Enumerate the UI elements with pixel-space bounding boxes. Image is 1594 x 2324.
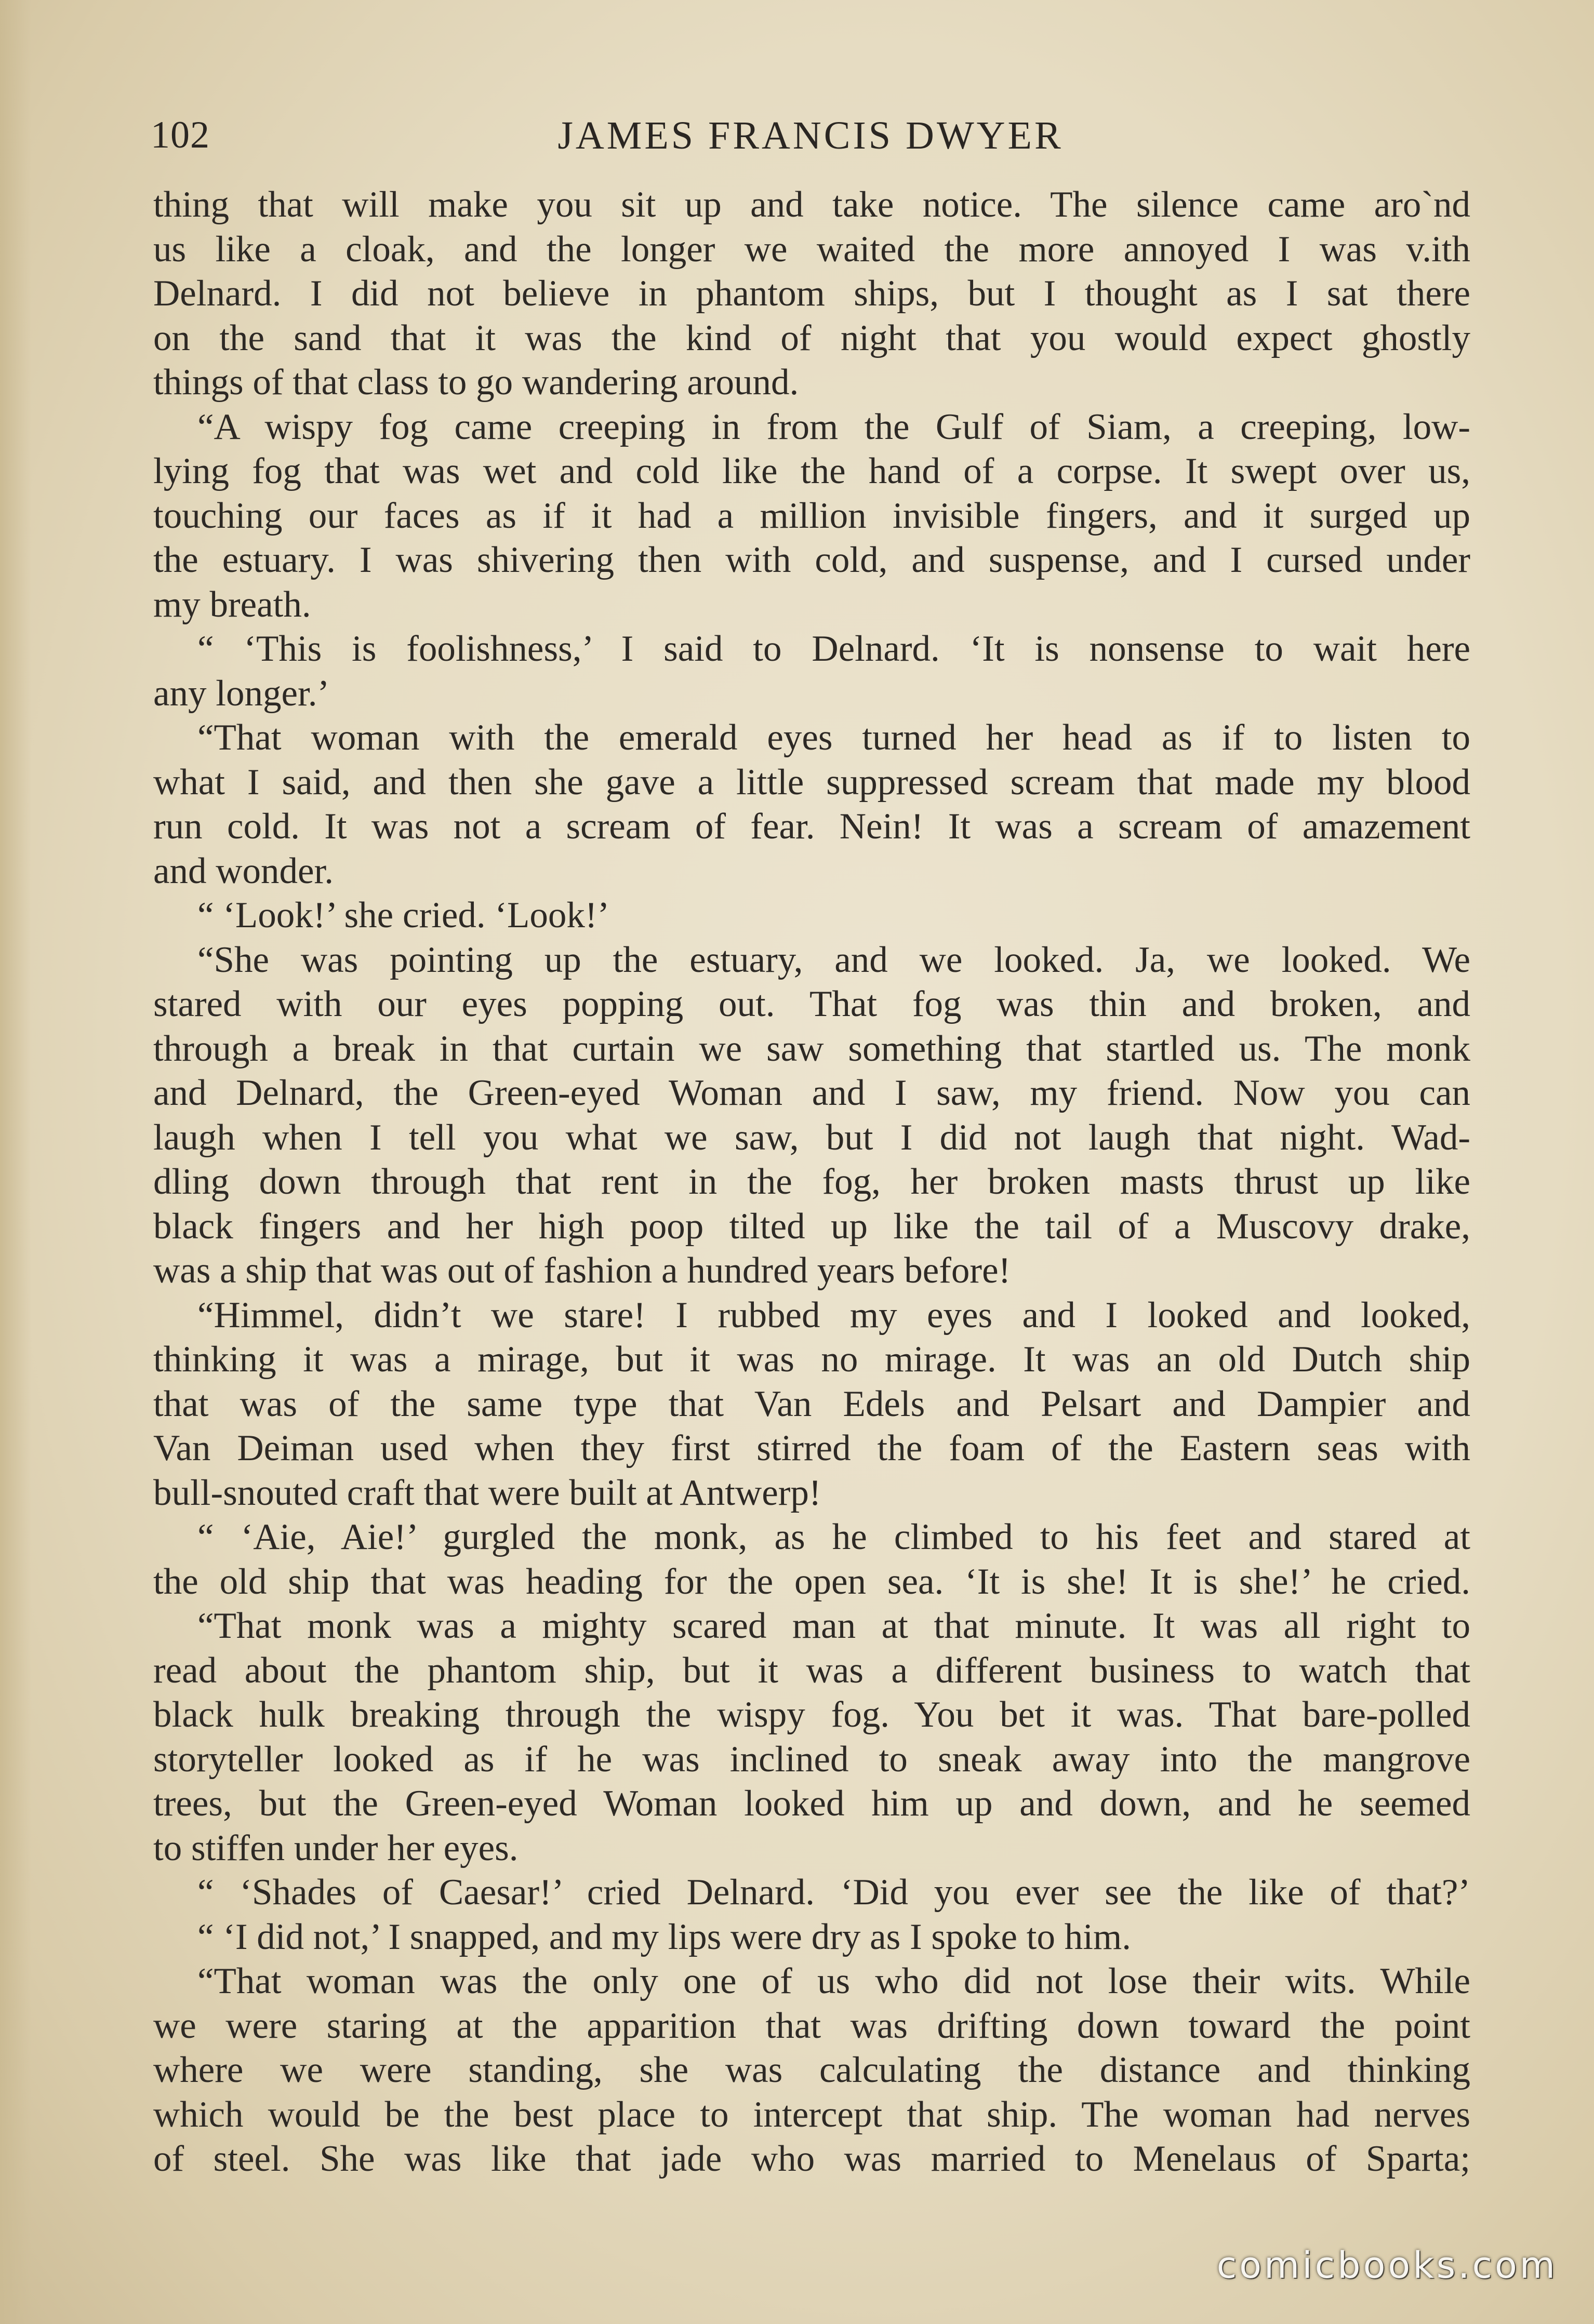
text-line: “She was pointing up the estuary, and we looked. Ja, we looked. We: [197, 939, 1470, 980]
text-line: touching our faces as if it had a million invisible fingers, and it surged up: [153, 495, 1470, 536]
text-line: Van Deiman used when they first stirred the foam of the Eastern seas with: [153, 1428, 1470, 1468]
text-line: thinking it was a mirage, but it was no mirage. It was an old Dutch ship: [153, 1339, 1470, 1380]
text-line: black fingers and her high poop tilted up like the tail of a Muscovy drake,: [153, 1206, 1470, 1247]
text-line: the estuary. I was shivering then with cold, and suspense, and I cursed under: [153, 540, 1470, 580]
text-line: “ ‘Look!’ she cried. ‘Look!’: [197, 895, 610, 936]
text-line: black hulk breaking through the wispy fog. You bet it was. That bare-polled: [153, 1694, 1470, 1735]
text-line: we were staring at the apparition that was drifting down toward the point: [153, 2005, 1470, 2046]
text-line: the old ship that was heading for the open sea. ‘It is she! It is she!’ he cried.: [153, 1561, 1470, 1602]
text-line: “That woman was the only one of us who did not lose their wits. While: [197, 1961, 1470, 2001]
text-line: “A wispy fog came creeping in from the Gulf of Siam, a creeping, low-: [197, 406, 1470, 447]
text-line: trees, but the Green-eyed Woman looked him up and down, and he seemed: [153, 1783, 1470, 1824]
text-line: and wonder.: [153, 850, 334, 891]
running-head: JAMES FRANCIS DWYER: [557, 114, 1064, 157]
text-line: “Himmel, didn’t we stare! I rubbed my eyes and I looked and looked,: [197, 1294, 1470, 1335]
text-line: “ ‘I did not,’ I snapped, and my lips were dry as I spoke to him.: [197, 1916, 1131, 1957]
text-line: stared with our eyes popping out. That fog was thin and broken, and: [153, 984, 1470, 1024]
text-line: “ ‘Aie, Aie!’ gurgled the monk, as he climbed to his feet and stared at: [197, 1517, 1470, 1557]
text-line: things of that class to go wandering around.: [153, 362, 799, 403]
text-line: what I said, and then she gave a little suppressed scream that made my blood: [153, 762, 1470, 803]
text-line: dling down through that rent in the fog, her broken masts thrust up like: [153, 1161, 1470, 1202]
text-line: where we were standing, she was calculating the distance and thinking: [153, 2050, 1470, 2090]
body-text: [153, 183, 1470, 2182]
page-header: [151, 113, 1470, 170]
text-line: “ ‘Shades of Caesar!’ cried Delnard. ‘Did you ever see the like of that?’: [197, 1872, 1470, 1913]
text-line: my breath.: [153, 584, 311, 625]
text-line: lying fog that was wet and cold like the hand of a corpse. It swept over us,: [153, 451, 1470, 491]
text-line: laugh when I tell you what we saw, but I did not laugh that night. Wad-: [153, 1117, 1470, 1158]
text-line: any longer.’: [153, 673, 330, 714]
text-line: “ ‘This is foolishness,’ I said to Delnard. ‘It is nonsense to wait here: [197, 629, 1470, 669]
text-line: Delnard. I did not believe in phantom ships, but I thought as I sat there: [153, 273, 1470, 314]
text-line: “That monk was a mighty scared man at that minute. It was all right to: [197, 1606, 1470, 1646]
text-line: storyteller looked as if he was inclined to sneak away into the mangrove: [153, 1739, 1470, 1780]
text-line: to stiffen under her eyes.: [153, 1827, 519, 1868]
text-line: bull-snouted craft that were built at Antwerp!: [153, 1472, 821, 1513]
page-number: 102: [151, 114, 210, 156]
text-line: thing that will make you sit up and take notice. The silence came aro`nd: [153, 184, 1470, 225]
watermark: comicbooks.com: [1216, 2244, 1558, 2287]
text-line: read about the phantom ship, but it was a different business to watch that: [153, 1650, 1470, 1691]
text-line: that was of the same type that Van Edels and Pelsart and Dampier and: [153, 1383, 1470, 1424]
text-line: was a ship that was out of fashion a hundred years before!: [153, 1250, 1011, 1291]
text-line: us like a cloak, and the longer we waited the more annoyed I was v.ith: [153, 229, 1470, 270]
text-line: of steel. She was like that jade who was married to Menelaus of Sparta;: [153, 2139, 1470, 2179]
text-line: run cold. It was not a scream of fear. Nein! It was a scream of amazement: [153, 806, 1470, 847]
text-line: and Delnard, the Green-eyed Woman and I saw, my friend. Now you can: [153, 1073, 1470, 1113]
text-line: which would be the best place to intercept that ship. The woman had nerves: [153, 2094, 1470, 2135]
text-line: through a break in that curtain we saw something that startled us. The monk: [153, 1028, 1470, 1069]
text-line: on the sand that it was the kind of night that you would expect ghostly: [153, 317, 1470, 358]
text-line: “That woman with the emerald eyes turned her head as if to listen to: [197, 717, 1470, 758]
